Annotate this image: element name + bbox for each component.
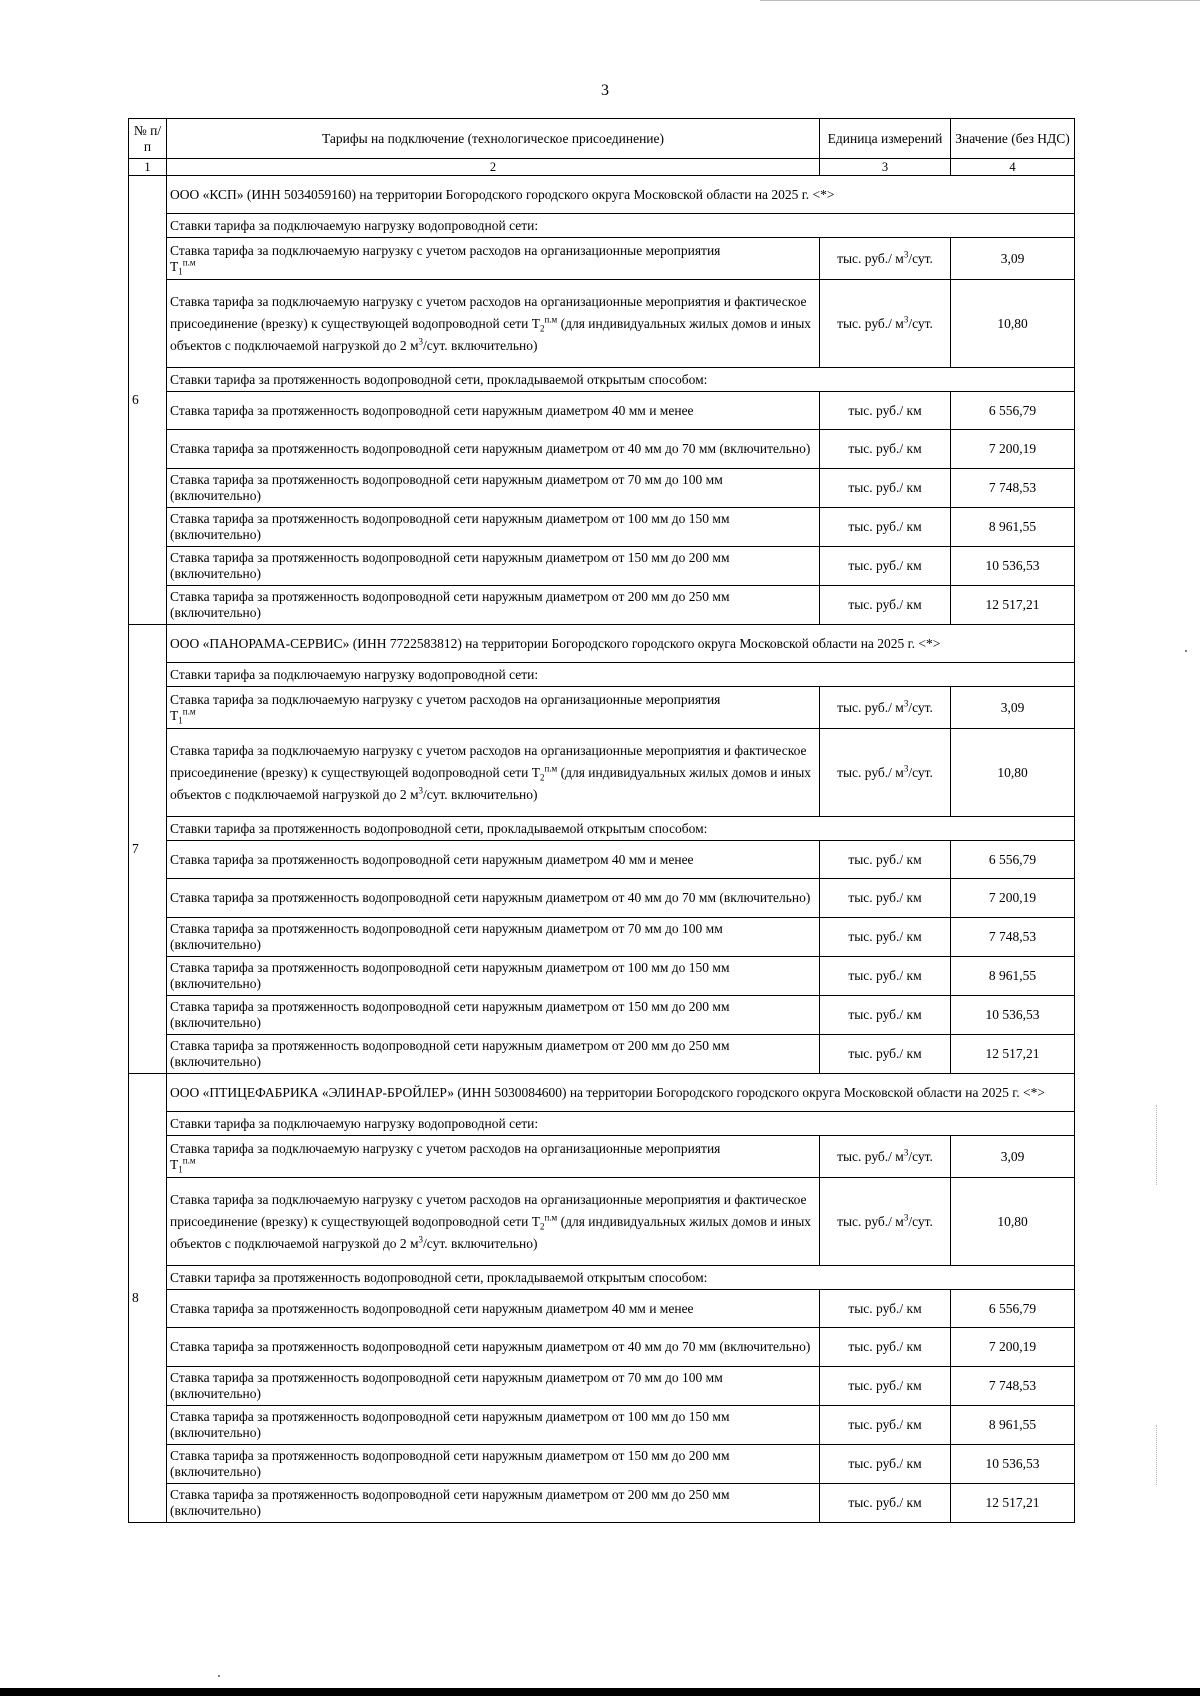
diameter-row xyxy=(129,841,1075,879)
diameter-row xyxy=(129,586,1075,625)
diameter-row xyxy=(129,1367,1075,1406)
unit-superscript: 3 xyxy=(903,1212,909,1222)
unit-superscript: 3 xyxy=(903,1147,909,1157)
diameter-row xyxy=(129,1406,1075,1445)
tariff-subscript: 2 xyxy=(539,772,545,783)
load-section-row xyxy=(129,214,1075,238)
unit-cell: тыс. руб./ км xyxy=(820,957,951,996)
length-section-label: Ставки тарифа за протяженность водопроводной сети, прокладываемой открытым способом: xyxy=(167,368,1075,392)
value-cell: 10 536,53 xyxy=(951,547,1075,586)
diameter-row xyxy=(129,1328,1075,1367)
value-cell: 10,80 xyxy=(951,280,1075,368)
diameter-row xyxy=(129,1035,1075,1074)
unit-text: /сут. xyxy=(908,1148,933,1164)
load-section-label: Ставки тарифа за подключаемую нагрузку водопроводной сети: xyxy=(167,1112,1075,1136)
scan-speck xyxy=(218,1675,220,1677)
value-cell: 10,80 xyxy=(951,1178,1075,1266)
scan-edge-bottom xyxy=(0,1688,1200,1696)
unit-cell xyxy=(820,687,951,729)
tariff-superscript: 3 xyxy=(418,336,424,346)
diameter-desc: Ставка тарифа за протяженность водопроводной сети наружным диаметром от 200 мм до 250 мм (включительно) xyxy=(167,586,820,625)
diameter-desc: Ставка тарифа за протяженность водопроводной сети наружным диаметром от 40 мм до 70 мм (включительно) xyxy=(167,430,820,469)
unit-cell xyxy=(820,1136,951,1178)
tariff-row-t1 xyxy=(129,687,1075,729)
value-cell: 10,80 xyxy=(951,729,1075,817)
diameter-row xyxy=(129,1290,1075,1328)
diameter-desc: Ставка тарифа за протяженность водопроводной сети наружным диаметром от 40 мм до 70 мм (включительно) xyxy=(167,879,820,918)
diameter-desc: Ставка тарифа за протяженность водопроводной сети наружным диаметром от 100 мм до 150 мм (включительно) xyxy=(167,957,820,996)
tariff-desc-t2 xyxy=(167,1178,820,1266)
value-cell: 8 961,55 xyxy=(951,957,1075,996)
organization-row xyxy=(129,1074,1075,1112)
column-index: 3 xyxy=(820,159,951,176)
column-index: 1 xyxy=(129,159,167,176)
diameter-row xyxy=(129,392,1075,430)
table-header-row xyxy=(129,119,1075,159)
tariff-subscript: 1 xyxy=(178,266,183,277)
value-cell: 8 961,55 xyxy=(951,508,1075,547)
tariff-desc-text: (для индивидуальных жилых домов и иных объектов с подключаемой нагрузкой до 2 м xyxy=(170,764,812,802)
tariff-superscript: п.м xyxy=(544,1212,558,1222)
tariff-subscript: 1 xyxy=(178,715,183,726)
tariff-superscript: п.м xyxy=(182,706,196,716)
unit-cell: тыс. руб./ км xyxy=(820,547,951,586)
tariff-desc-text: /сут. включительно) xyxy=(423,1235,538,1251)
diameter-row xyxy=(129,547,1075,586)
column-index-row xyxy=(129,159,1075,176)
tariff-superscript: п.м xyxy=(182,257,196,267)
tariff-subscript: 2 xyxy=(539,323,545,334)
tariff-row-t1 xyxy=(129,1136,1075,1178)
unit-text: тыс. руб./ м xyxy=(837,250,904,266)
diameter-desc: Ставка тарифа за протяженность водопроводной сети наружным диаметром от 100 мм до 150 мм (включительно) xyxy=(167,508,820,547)
tariff-symbol: T xyxy=(170,258,179,274)
diameter-desc: Ставка тарифа за протяженность водопроводной сети наружным диаметром от 150 мм до 200 мм (включительно) xyxy=(167,1445,820,1484)
unit-cell: тыс. руб./ км xyxy=(820,1445,951,1484)
tariff-superscript: 3 xyxy=(418,785,424,795)
unit-text: тыс. руб./ м xyxy=(837,699,904,715)
tariff-symbol: T xyxy=(170,1156,179,1172)
unit-superscript: 3 xyxy=(903,763,909,773)
diameter-row xyxy=(129,957,1075,996)
unit-cell: тыс. руб./ км xyxy=(820,879,951,918)
unit-text: тыс. руб./ м xyxy=(837,1148,904,1164)
value-cell: 6 556,79 xyxy=(951,841,1075,879)
tariff-desc-t1 xyxy=(167,687,820,729)
unit-text: /сут. xyxy=(908,1213,933,1229)
unit-cell: тыс. руб./ км xyxy=(820,1484,951,1523)
scan-speck xyxy=(1185,650,1187,652)
load-section-row xyxy=(129,663,1075,687)
tariff-desc-t2 xyxy=(167,280,820,368)
scan-edge-top xyxy=(760,0,1200,1)
load-section-label: Ставки тарифа за подключаемую нагрузку водопроводной сети: xyxy=(167,214,1075,238)
diameter-row xyxy=(129,469,1075,508)
value-cell: 3,09 xyxy=(951,1136,1075,1178)
unit-superscript: 3 xyxy=(903,698,909,708)
tariff-desc-t1 xyxy=(167,238,820,280)
unit-text: /сут. xyxy=(908,250,933,266)
tariff-desc-t2 xyxy=(167,729,820,817)
unit-cell: тыс. руб./ км xyxy=(820,1367,951,1406)
organization-title: ООО «ПАНОРАМА-СЕРВИС» (ИНН 7722583812) на территории Богородского городского округа Московской области на 2025 г. <*> xyxy=(167,625,1075,663)
unit-cell: тыс. руб./ км xyxy=(820,586,951,625)
organization-number: 7 xyxy=(129,625,167,1074)
value-cell: 12 517,21 xyxy=(951,586,1075,625)
value-cell: 3,09 xyxy=(951,238,1075,280)
diameter-desc: Ставка тарифа за протяженность водопроводной сети наружным диаметром от 40 мм до 70 мм (включительно) xyxy=(167,1328,820,1367)
diameter-row xyxy=(129,508,1075,547)
unit-cell: тыс. руб./ км xyxy=(820,996,951,1035)
tariff-desc-text: Ставка тарифа за подключаемую нагрузку с учетом расходов на организационные мероприятия xyxy=(170,1140,721,1156)
organization-row xyxy=(129,176,1075,214)
load-section-row xyxy=(129,1112,1075,1136)
diameter-desc: Ставка тарифа за протяженность водопроводной сети наружным диаметром от 100 мм до 150 мм (включительно) xyxy=(167,1406,820,1445)
unit-superscript: 3 xyxy=(903,249,909,259)
diameter-desc: Ставка тарифа за протяженность водопроводной сети наружным диаметром от 150 мм до 200 мм (включительно) xyxy=(167,547,820,586)
value-cell: 3,09 xyxy=(951,687,1075,729)
diameter-desc: Ставка тарифа за протяженность водопроводной сети наружным диаметром от 200 мм до 250 мм (включительно) xyxy=(167,1484,820,1523)
tariff-desc-text: Ставка тарифа за подключаемую нагрузку с учетом расходов на организационные мероприятия и фактическое присоединение (врезку) к существующей водопроводной сети xyxy=(170,742,807,780)
page-number: 3 xyxy=(601,82,609,99)
unit-cell xyxy=(820,238,951,280)
value-cell: 10 536,53 xyxy=(951,1445,1075,1484)
tariff-desc-text: Ставка тарифа за подключаемую нагрузку с учетом расходов на организационные мероприятия xyxy=(170,242,721,258)
diameter-desc: Ставка тарифа за протяженность водопроводной сети наружным диаметром 40 мм и менее xyxy=(167,1290,820,1328)
column-index: 2 xyxy=(167,159,820,176)
unit-text: /сут. xyxy=(908,315,933,331)
tariff-row-t2 xyxy=(129,280,1075,368)
tariff-superscript: 3 xyxy=(418,1234,424,1244)
tariff-symbol: T xyxy=(531,764,540,780)
value-cell: 7 200,19 xyxy=(951,430,1075,469)
unit-superscript: 3 xyxy=(903,314,909,324)
diameter-desc: Ставка тарифа за протяженность водопроводной сети наружным диаметром 40 мм и менее xyxy=(167,392,820,430)
length-section-row xyxy=(129,817,1075,841)
tariff-row-t2 xyxy=(129,729,1075,817)
unit-text: тыс. руб./ м xyxy=(837,315,904,331)
unit-cell xyxy=(820,1178,951,1266)
tariff-symbol: T xyxy=(170,707,179,723)
unit-cell: тыс. руб./ км xyxy=(820,392,951,430)
diameter-desc: Ставка тарифа за протяженность водопроводной сети наружным диаметром от 200 мм до 250 мм (включительно) xyxy=(167,1035,820,1074)
tariff-desc-text: /сут. включительно) xyxy=(423,337,538,353)
unit-cell: тыс. руб./ км xyxy=(820,1035,951,1074)
organization-row xyxy=(129,625,1075,663)
tariff-superscript: п.м xyxy=(182,1155,196,1165)
value-cell: 10 536,53 xyxy=(951,996,1075,1035)
unit-text: тыс. руб./ м xyxy=(837,1213,904,1229)
value-cell: 7 748,53 xyxy=(951,1367,1075,1406)
diameter-desc: Ставка тарифа за протяженность водопроводной сети наружным диаметром от 70 мм до 100 мм (включительно) xyxy=(167,918,820,957)
unit-cell: тыс. руб./ км xyxy=(820,1406,951,1445)
load-section-label: Ставки тарифа за подключаемую нагрузку водопроводной сети: xyxy=(167,663,1075,687)
diameter-desc: Ставка тарифа за протяженность водопроводной сети наружным диаметром от 70 мм до 100 мм (включительно) xyxy=(167,469,820,508)
tariff-superscript: п.м xyxy=(544,314,558,324)
value-cell: 6 556,79 xyxy=(951,392,1075,430)
value-cell: 8 961,55 xyxy=(951,1406,1075,1445)
tariff-desc-text: /сут. включительно) xyxy=(423,786,538,802)
unit-cell: тыс. руб./ км xyxy=(820,1328,951,1367)
unit-text: /сут. xyxy=(908,699,933,715)
diameter-row xyxy=(129,1445,1075,1484)
tariff-desc-text: (для индивидуальных жилых домов и иных объектов с подключаемой нагрузкой до 2 м xyxy=(170,315,812,353)
tariff-table xyxy=(128,118,1075,1523)
tariff-superscript: п.м xyxy=(544,763,558,773)
header-num: № п/п xyxy=(129,119,167,159)
length-section-label: Ставки тарифа за протяженность водопроводной сети, прокладываемой открытым способом: xyxy=(167,1266,1075,1290)
tariff-desc-text: (для индивидуальных жилых домов и иных объектов с подключаемой нагрузкой до 2 м xyxy=(170,1213,812,1251)
diameter-row xyxy=(129,430,1075,469)
diameter-row xyxy=(129,879,1075,918)
tariff-row-t1 xyxy=(129,238,1075,280)
organization-number: 8 xyxy=(129,1074,167,1523)
value-cell: 7 748,53 xyxy=(951,918,1075,957)
organization-number: 6 xyxy=(129,176,167,625)
scan-mark xyxy=(1156,1105,1158,1185)
unit-text: тыс. руб./ м xyxy=(837,764,904,780)
unit-cell: тыс. руб./ км xyxy=(820,430,951,469)
unit-cell: тыс. руб./ км xyxy=(820,469,951,508)
unit-cell: тыс. руб./ км xyxy=(820,918,951,957)
unit-cell: тыс. руб./ км xyxy=(820,841,951,879)
length-section-row xyxy=(129,1266,1075,1290)
unit-cell xyxy=(820,729,951,817)
value-cell: 7 200,19 xyxy=(951,1328,1075,1367)
organization-title: ООО «КСП» (ИНН 5034059160) на территории Богородского городского округа Московской области на 2025 г. <*> xyxy=(167,176,1075,214)
unit-cell xyxy=(820,280,951,368)
diameter-row xyxy=(129,918,1075,957)
column-index: 4 xyxy=(951,159,1075,176)
tariff-desc-text: Ставка тарифа за подключаемую нагрузку с учетом расходов на организационные мероприятия и фактическое присоединение (врезку) к существующей водопроводной сети xyxy=(170,293,807,331)
organization-title: ООО «ПТИЦЕФАБРИКА «ЭЛИНАР-БРОЙЛЕР» (ИНН 5030084600) на территории Богородского городского округа Московской области на 2025 г. <*> xyxy=(167,1074,1075,1112)
unit-text: /сут. xyxy=(908,764,933,780)
tariff-row-t2 xyxy=(129,1178,1075,1266)
tariff-desc-text: Ставка тарифа за подключаемую нагрузку с учетом расходов на организационные мероприятия и фактическое присоединение (врезку) к существующей водопроводной сети xyxy=(170,1191,807,1229)
diameter-desc: Ставка тарифа за протяженность водопроводной сети наружным диаметром от 70 мм до 100 мм (включительно) xyxy=(167,1367,820,1406)
tariff-desc-t1 xyxy=(167,1136,820,1178)
tariff-symbol: T xyxy=(531,1213,540,1229)
diameter-desc: Ставка тарифа за протяженность водопроводной сети наружным диаметром от 150 мм до 200 мм (включительно) xyxy=(167,996,820,1035)
header-value: Значение (без НДС) xyxy=(951,119,1075,159)
tariff-symbol: T xyxy=(531,315,540,331)
scan-mark xyxy=(1156,1425,1158,1485)
tariff-desc-text: Ставка тарифа за подключаемую нагрузку с учетом расходов на организационные мероприятия xyxy=(170,691,721,707)
header-unit: Единица измерений xyxy=(820,119,951,159)
length-section-label: Ставки тарифа за протяженность водопроводной сети, прокладываемой открытым способом: xyxy=(167,817,1075,841)
value-cell: 12 517,21 xyxy=(951,1035,1075,1074)
diameter-row xyxy=(129,996,1075,1035)
diameter-desc: Ставка тарифа за протяженность водопроводной сети наружным диаметром 40 мм и менее xyxy=(167,841,820,879)
header-title: Тарифы на подключение (технологическое присоединение) xyxy=(167,119,820,159)
value-cell: 7 200,19 xyxy=(951,879,1075,918)
diameter-row xyxy=(129,1484,1075,1523)
value-cell: 7 748,53 xyxy=(951,469,1075,508)
unit-cell: тыс. руб./ км xyxy=(820,508,951,547)
value-cell: 12 517,21 xyxy=(951,1484,1075,1523)
value-cell: 6 556,79 xyxy=(951,1290,1075,1328)
unit-cell: тыс. руб./ км xyxy=(820,1290,951,1328)
tariff-subscript: 2 xyxy=(539,1221,545,1232)
length-section-row xyxy=(129,368,1075,392)
tariff-subscript: 1 xyxy=(178,1164,183,1175)
